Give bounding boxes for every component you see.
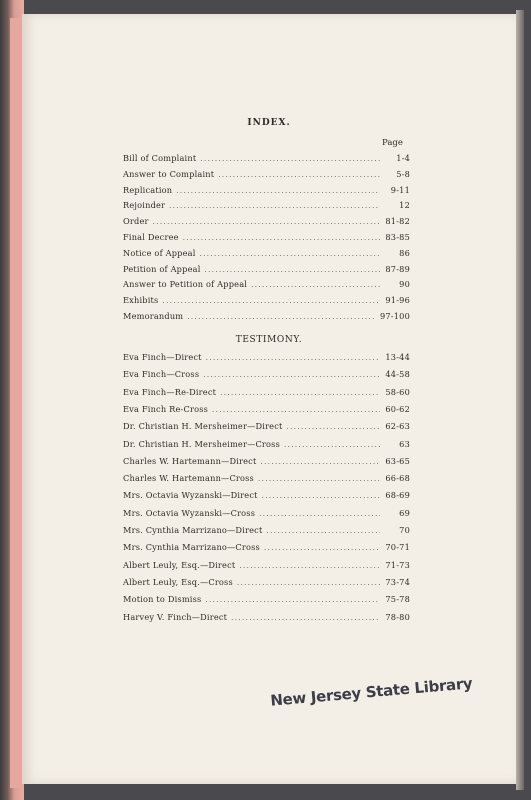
entry-label: Mrs. Cynthia Marrizano—Cross <box>123 542 260 553</box>
entry-label: Mrs. Octavia Wyzanski—Cross <box>123 507 256 518</box>
index-entry <box>123 525 410 538</box>
entry-label: Eva Finch—Cross <box>123 369 200 380</box>
entry-page: 13-44 <box>385 352 410 362</box>
leader-dots <box>259 510 380 518</box>
entry-page: 87-89 <box>385 263 410 274</box>
leader-dots <box>286 423 380 431</box>
entry-label: Mrs. Cynthia Marrizano—Direct <box>123 525 263 535</box>
leader-dots <box>264 544 380 552</box>
entry-label: Answer to Complaint <box>123 168 215 179</box>
entry-page: 73-74 <box>385 576 410 587</box>
entry-label: Memorandum <box>123 311 184 321</box>
index-entry <box>123 311 410 324</box>
index-entry <box>123 216 410 229</box>
entry-page: 71-73 <box>385 559 410 570</box>
index-entry <box>123 295 410 308</box>
index-entry <box>123 232 410 245</box>
index-entry <box>123 560 410 573</box>
leader-dots <box>162 297 380 305</box>
entry-label: Final Decree <box>123 232 179 242</box>
entry-page: 63 <box>399 438 410 449</box>
entry-label: Bill of Complaint <box>123 153 197 163</box>
leader-dots <box>200 155 380 163</box>
index-entry <box>123 153 410 166</box>
entry-label: Harvey V. Finch—Direct <box>123 611 228 622</box>
entry-page: 44-58 <box>385 369 410 380</box>
index-entry <box>123 248 410 261</box>
leader-dots <box>205 266 380 274</box>
index-entry <box>123 404 410 417</box>
leader-dots <box>153 218 380 226</box>
entry-label: Charles W. Hartemann—Direct <box>123 455 257 466</box>
index-entry <box>123 473 410 486</box>
index-entry <box>123 200 410 213</box>
entry-label: Albert Leuly, Esq.—Direct <box>123 559 236 570</box>
entry-label: Dr. Christian H. Mersheimer—Cross <box>123 438 280 449</box>
leader-dots <box>205 596 380 604</box>
leader-dots <box>187 313 376 321</box>
entry-page: 91-96 <box>385 295 410 306</box>
leader-dots <box>218 171 380 179</box>
entry-label: Charles W. Hartemann—Cross <box>123 473 254 484</box>
leader-dots <box>176 187 380 195</box>
leader-dots <box>251 281 380 289</box>
index-entry <box>123 421 410 434</box>
entry-label: Answer to Petition of Appeal <box>123 279 248 290</box>
entry-page: 70-71 <box>385 542 410 553</box>
leader-dots <box>183 234 380 242</box>
entry-label: Replication <box>123 184 173 195</box>
leader-dots <box>262 492 380 500</box>
entry-page: 69 <box>399 507 410 518</box>
entry-label: Eva Finch—Direct <box>123 352 202 362</box>
index-entry <box>123 387 410 400</box>
entry-label: Eva Finch Re-Cross <box>123 403 209 414</box>
entry-page: 66-68 <box>385 473 410 484</box>
testimony-heading: TESTIMONY. <box>235 335 303 345</box>
entry-page: 70 <box>399 525 410 535</box>
index-entry <box>123 185 410 198</box>
index-entry <box>123 264 410 277</box>
index-entry <box>123 577 410 590</box>
index-entry <box>123 279 410 292</box>
leader-dots <box>284 441 380 449</box>
entry-page: 90 <box>399 279 410 290</box>
entry-label: Eva Finch—Re-Direct <box>123 386 217 397</box>
leader-dots <box>239 562 380 570</box>
entry-page: 81-82 <box>385 216 410 227</box>
page-column-label: Page <box>382 138 403 148</box>
leader-dots <box>212 406 380 414</box>
leader-dots <box>237 579 380 587</box>
entry-label: Motion to Dismiss <box>123 594 202 605</box>
entry-label: Order <box>123 216 149 227</box>
entry-label: Petition of Appeal <box>123 263 201 274</box>
index-heading: INDEX. <box>247 118 291 128</box>
entry-label: Exhibits <box>123 295 159 306</box>
index-entry <box>123 594 410 607</box>
leader-dots <box>220 389 380 397</box>
entry-page: 75-78 <box>385 594 410 605</box>
entry-page: 1-4 <box>396 153 410 163</box>
entry-page: 58-60 <box>385 386 410 397</box>
entry-label: Albert Leuly, Esq.—Cross <box>123 576 233 587</box>
entry-label: Mrs. Octavia Wyzanski—Direct <box>123 490 258 501</box>
entry-page: 62-63 <box>385 421 410 432</box>
entry-page: 63-65 <box>385 455 410 466</box>
entry-page: 5-8 <box>396 168 410 179</box>
page-edge <box>516 10 524 790</box>
leader-dots <box>266 527 380 535</box>
leader-dots <box>260 458 380 466</box>
index-entry <box>123 369 410 382</box>
library-stamp: New Jersey State Library <box>269 674 474 710</box>
entry-label: Rejoinder <box>123 200 166 211</box>
index-entry <box>123 439 410 452</box>
leader-dots <box>203 371 380 379</box>
entry-page: 78-80 <box>385 611 410 622</box>
entry-page: 86 <box>399 247 410 258</box>
index-entry <box>123 352 410 365</box>
document-page <box>22 14 516 784</box>
entry-page: 97-100 <box>379 311 410 321</box>
index-entry <box>123 169 410 182</box>
index-entry <box>123 508 410 521</box>
entry-page: 68-69 <box>385 490 410 501</box>
index-entry <box>123 456 410 469</box>
leader-dots <box>206 354 380 362</box>
index-entry <box>123 612 410 625</box>
leader-dots <box>169 202 380 210</box>
leader-dots <box>258 475 380 483</box>
entry-page: 83-85 <box>385 232 410 242</box>
entry-label: Dr. Christian H. Mersheimer—Direct <box>123 421 283 432</box>
entry-page: 12 <box>399 200 410 211</box>
leader-dots <box>200 250 380 258</box>
entry-label: Notice of Appeal <box>123 247 196 258</box>
entry-page: 9-11 <box>390 184 410 195</box>
entry-page: 60-62 <box>385 403 410 414</box>
leader-dots <box>231 614 380 622</box>
index-entry <box>123 490 410 503</box>
index-entry <box>123 542 410 555</box>
